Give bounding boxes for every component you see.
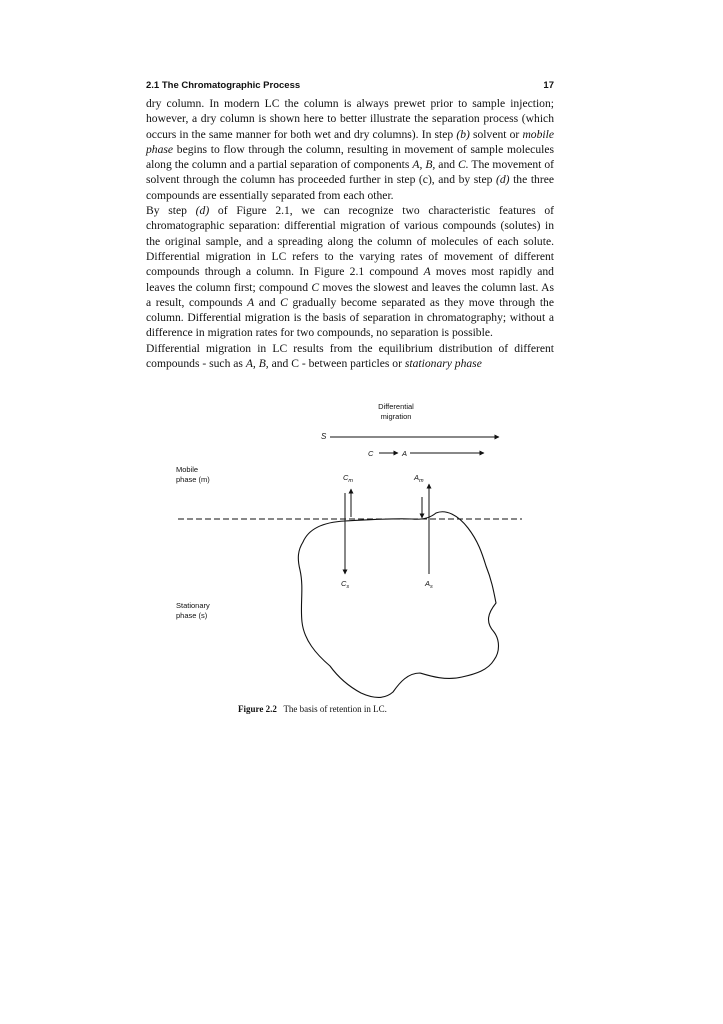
cm-label: $C_m$ [343, 473, 354, 484]
stationary-particle [298, 512, 498, 698]
text-run: moves most rapidly and leaves the column first; compound [146, 265, 554, 294]
text-run: stationary phase [404, 357, 482, 371]
text-run: mobile phase [146, 127, 554, 156]
text-run: A [423, 265, 431, 279]
text-run: A, B, [245, 357, 269, 371]
text-run: By step [146, 204, 196, 218]
text-run: (d) [495, 173, 510, 187]
text-run: dry column. In modern LC the column is always prewet prior to sample injection; however, a dry column is shown here to better illustrate the separation process (which occurs in the same manner for both wet and dry columns). In step [146, 97, 554, 141]
stationary-phase-label-2: phase (s) [176, 611, 208, 620]
mobile-phase-label-2: phase (m) [176, 475, 210, 484]
figure-label: Figure 2.2 [238, 704, 277, 714]
running-head-title: 2.1 The Chromatographic Process [146, 80, 301, 91]
text-run: C [311, 280, 320, 294]
text-run: A [247, 295, 255, 309]
as-label: $A_s$ [425, 579, 433, 590]
text-run: and C - between particles or [268, 357, 405, 371]
figure-caption-text: The basis of retention in LC. [283, 704, 387, 714]
text-run: gradually become separated as they move through the column. Differential migration is the basis of separation in chromatography; without a difference in migration rates for two compounds, no separation is possible. [146, 295, 554, 340]
text-run: begins to flow through the column, resulting in movement of sample molecules along the column and a partial separation of components [146, 142, 554, 172]
cs-label: $C_s$ [341, 579, 350, 590]
mobile-phase-label-1: Mobile [176, 465, 199, 474]
text-run: C. [458, 158, 469, 172]
text-run: moves the slowest and leaves the column last. As a result, compounds [146, 280, 554, 309]
page-number: 17 [543, 80, 554, 91]
text-run: the three compounds are essentially separated from each other. [146, 173, 554, 202]
stationary-phase-label-1: Stationary [176, 601, 210, 610]
text-run: (b) [456, 127, 470, 141]
differential-migration-label-2: migration [380, 412, 412, 421]
solvent-label: S [321, 432, 327, 441]
text-run: Differential migration in LC results from the equilibrium distribution of different compounds - such as [146, 341, 554, 371]
text-run: of Figure 2.1, we can recognize two characteristic features of chromatographic separation: differential migration of various compounds (solutes) in the original sample, and a spreading along the column of molecules of each solute. Differential migration in LC refers to the varying rates of movement of different compounds through a column. In Figure 2.1 compound [146, 204, 554, 279]
compound-a-label: A [402, 449, 408, 458]
figure-caption [238, 704, 498, 714]
differential-migration-label-1: Differential [378, 402, 414, 411]
text-run: and [435, 158, 459, 172]
compound-c-label: C [368, 449, 374, 458]
text-run: C [280, 295, 288, 309]
text-run: and [254, 295, 281, 309]
text-run: (d) [195, 204, 210, 218]
text-run: The movement of solvent through the column has proceeded further in step (c), and by step [146, 158, 555, 187]
text-run: solvent or [469, 127, 523, 141]
am-label: $A_m$ [414, 473, 424, 484]
text-run: A, B, [412, 158, 436, 172]
